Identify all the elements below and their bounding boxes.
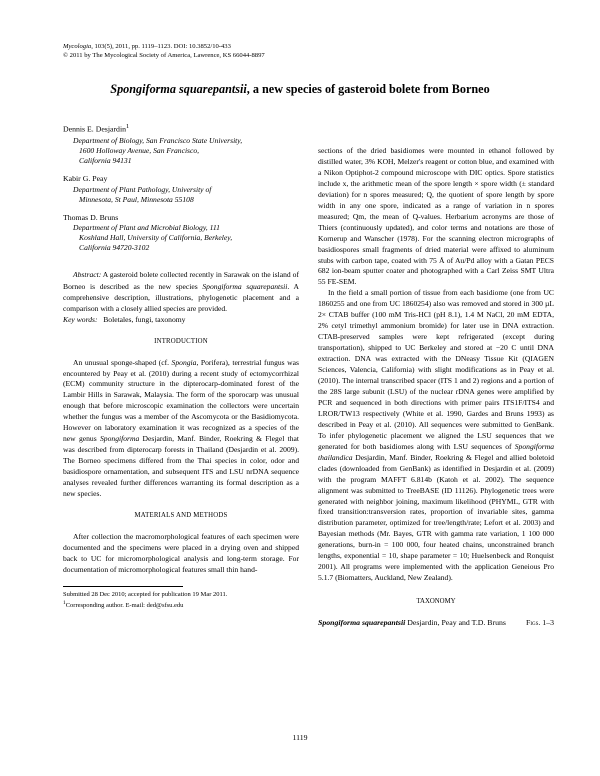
author-affiliation: Department of Plant Pathology, University of Minnesota, St Paul, Minnesota 55108: [73, 184, 212, 204]
right-column: [318, 146, 554, 628]
submission-note: Submitted 28 Dec 2010; accepted for publication 19 Mar 2011.: [63, 590, 228, 598]
figure-reference: Figs. 1–3: [526, 618, 554, 628]
corresponding-author: $^1$Corresponding author. E-mail: ded@sfsu.edu: [63, 599, 184, 609]
methods-paragraph-continued: sections of the dried basidiomes were mounted in ethanol followed by distilled water, 3% KOH, Melzer's reagent or cotton blue, and examined with a Nikon Optiphot-2 compound microscope with DIC optics. Spore statistics include x, the arithmetic mean of the spore length × spore width (± standard deviation) for n spores measured; Q, the quotient of spore length by spore width in any one spore, indicated as a range of variation in n spores measured; Qm, the mean of Q-values. Herbarium acronyms are those of Thiers (continuously updated), and color terms and notations are those of Kornerup and Wanscher (1978). For the scanning electron micrographs of basidiospores small fragments of dried material were affixed to aluminum stubs with carbon tape, coated with 75 Å of Au/Pd alloy with a Gatan PECS 682 ion-beam sputter coater and photographed with a Carl Zeiss SMT Ultra 55 FE-SEM.: [318, 146, 554, 287]
section-heading-taxonomy: TAXONOMY: [416, 598, 456, 606]
author-block: Dennis E. Desjardin$^1$ Department of Biology, San Francisco State University, 1600 Holloway Avenue, San Francisco, California 94131: [63, 122, 299, 166]
author-affiliation: Department of Biology, San Francisco State University, 1600 Holloway Avenue, San Francisco, California 94131: [73, 135, 243, 165]
copyright-line: © 2011 by The Mycological Society of America, Lawrence, KS 66044-8897: [63, 52, 265, 59]
section-heading-introduction: INTRODUCTION: [154, 337, 208, 345]
journal-citation: Mycologia, 103(5), 2011, pp. 1119–1123. DOI: 10.3852/10-433: [63, 43, 231, 50]
key-words: Key words: Boletales, fungi, taxonomy: [63, 314, 186, 324]
author-affiliation: Department of Plant and Microbial Biology, 111 Koshland Hall, University of California, Berkeley, California 94720-3102: [73, 223, 233, 253]
author-name: Dennis E. Desjardin: [63, 124, 127, 134]
left-column: [63, 122, 299, 610]
page-number: 1119: [292, 733, 308, 742]
footnotes: [63, 586, 228, 610]
taxon-name: Spongiforma squarepantsii: [318, 618, 406, 628]
abstract: Abstract: A gasteroid bolete collected recently in Sarawak on the island of Borneo is described as the new species Spongiforma squarepantsii. A comprehensive description, illustrations, phylogenetic placement and a comparison with a closely allied species are provided.: [63, 270, 299, 314]
article-title: Spongiforma squarepantsii, a new species of gasteroid bolete from Borneo: [110, 82, 490, 96]
author-block: [63, 213, 299, 254]
methods-paragraph: After collection the macromorphological features of each specimen were documented and the specimens were placed in a drying oven and shipped back to UC for micromorphological analysis and long-term storage. For documentation of micromorphological features small thin hand-: [63, 531, 299, 574]
author-name: Kabir G. Peay: [63, 173, 108, 183]
journal-header: [63, 42, 265, 60]
author-block: [63, 174, 299, 205]
title-species: Spongiforma squarepantsii: [110, 82, 247, 96]
taxonomy-entry: Spongiforma squarepantsii Desjardin, Peay and T.D. Bruns Figs. 1–3: [318, 618, 554, 628]
intro-paragraph: An unusual sponge-shaped (cf. Spongia, Porifera), terrestrial fungus was encountered by Peay et al. (2010) during a recent study of ectomycorrhizal (ECM) community structure in the dipterocarp-dominated forest of the Lambir Hills in Sarawak, Malaysia. The form of the sporocarp was unusual enough that before microscopic examination the collectors were uncertain whether the fungus was a member of the Ascomycota or the Basidiomycota. However on laboratory examination it was recognized as a species of the new genus Spongiforma Desjardin, Manf. Binder, Roekring & Flegel that was described from dipterocarp forests in Thailand (Desjardin et al. 2009). The Borneo specimens differed from the Thai species in color, odor and basidiospore ornamentation, and subsequent ITS and LSU nrDNA sequence analyses revealed further differences warranting its formal description as a new species.: [63, 357, 299, 498]
section-heading-methods: MATERIALS AND METHODS: [134, 511, 228, 519]
methods-paragraph-dna: In the field a small portion of tissue from each basidiome (one from UC 1860255 and one from UC 1860254) also was removed and stored in 300 µL 2× CTAB buffer (100 mM Tris-HCl (pH 8.1), 1.4 M NaCl, 20 mM EDTA, 2% cetyl trimethyl ammonium bromide) for later use in DNA extraction. CTAB-preserved samples were kept refrigerated (except during transportation), shipped to UC Berkeley and stored at −20 C until DNA extraction. DNA was extracted with the DNeasy Tissue Kit (QIAGEN Sciences, Valencia, California) with slight modifications as in Peay et al. (2010). The internal transcribed spacer (ITS 1 and 2) regions and a portion of the 28S large subunit (LSU) of the nuclear rDNA genes were amplified by PCR and sequenced in both directions with primer pairs ITS1F/ITS4 and LROR/TW13 respectively (White et al. 1990, Gardes and Bruns 1993) as described in Peay et al. (2010). All sequences were submitted to GenBank. To infer phylogenetic placement we aligned the LSU sequences that we generated for both basidiomes along with LSU sequences of Spongiforma thailandica Desjardin, Manf. Binder, Roekring & Flegel and allied boletoid clades (downloaded from GenBank) as identified in Desjardin et al. (2009) with the program MAFFT 6.814b (Katoh et al. 2002). The sequence alignment was submitted to TreeBASE (ID 11126). Phylogenetic trees were generated with neighbor joining, maximum likelihood (PHYML, GTR with fixed transition:transversion rates, proportion of invariable sites, gamma distribution parameter, optimized for tree/length/rate; Lefort et al. 2003) and Bayesian methods (Mr. Bayes, GTR with gamma rate variation, 1 100 000 generations, burn-in = 100 000, four heated chains, unconstrained branch lengths, exponential = 10, shape parameter = 10; Huelsenbeck and Ronquist 2001). All programs were implemented with the application Geneious Pro 5.1.7 (Biomatters, Auckland, New Zealand).: [318, 288, 554, 583]
author-name: Thomas D. Bruns: [63, 212, 119, 222]
